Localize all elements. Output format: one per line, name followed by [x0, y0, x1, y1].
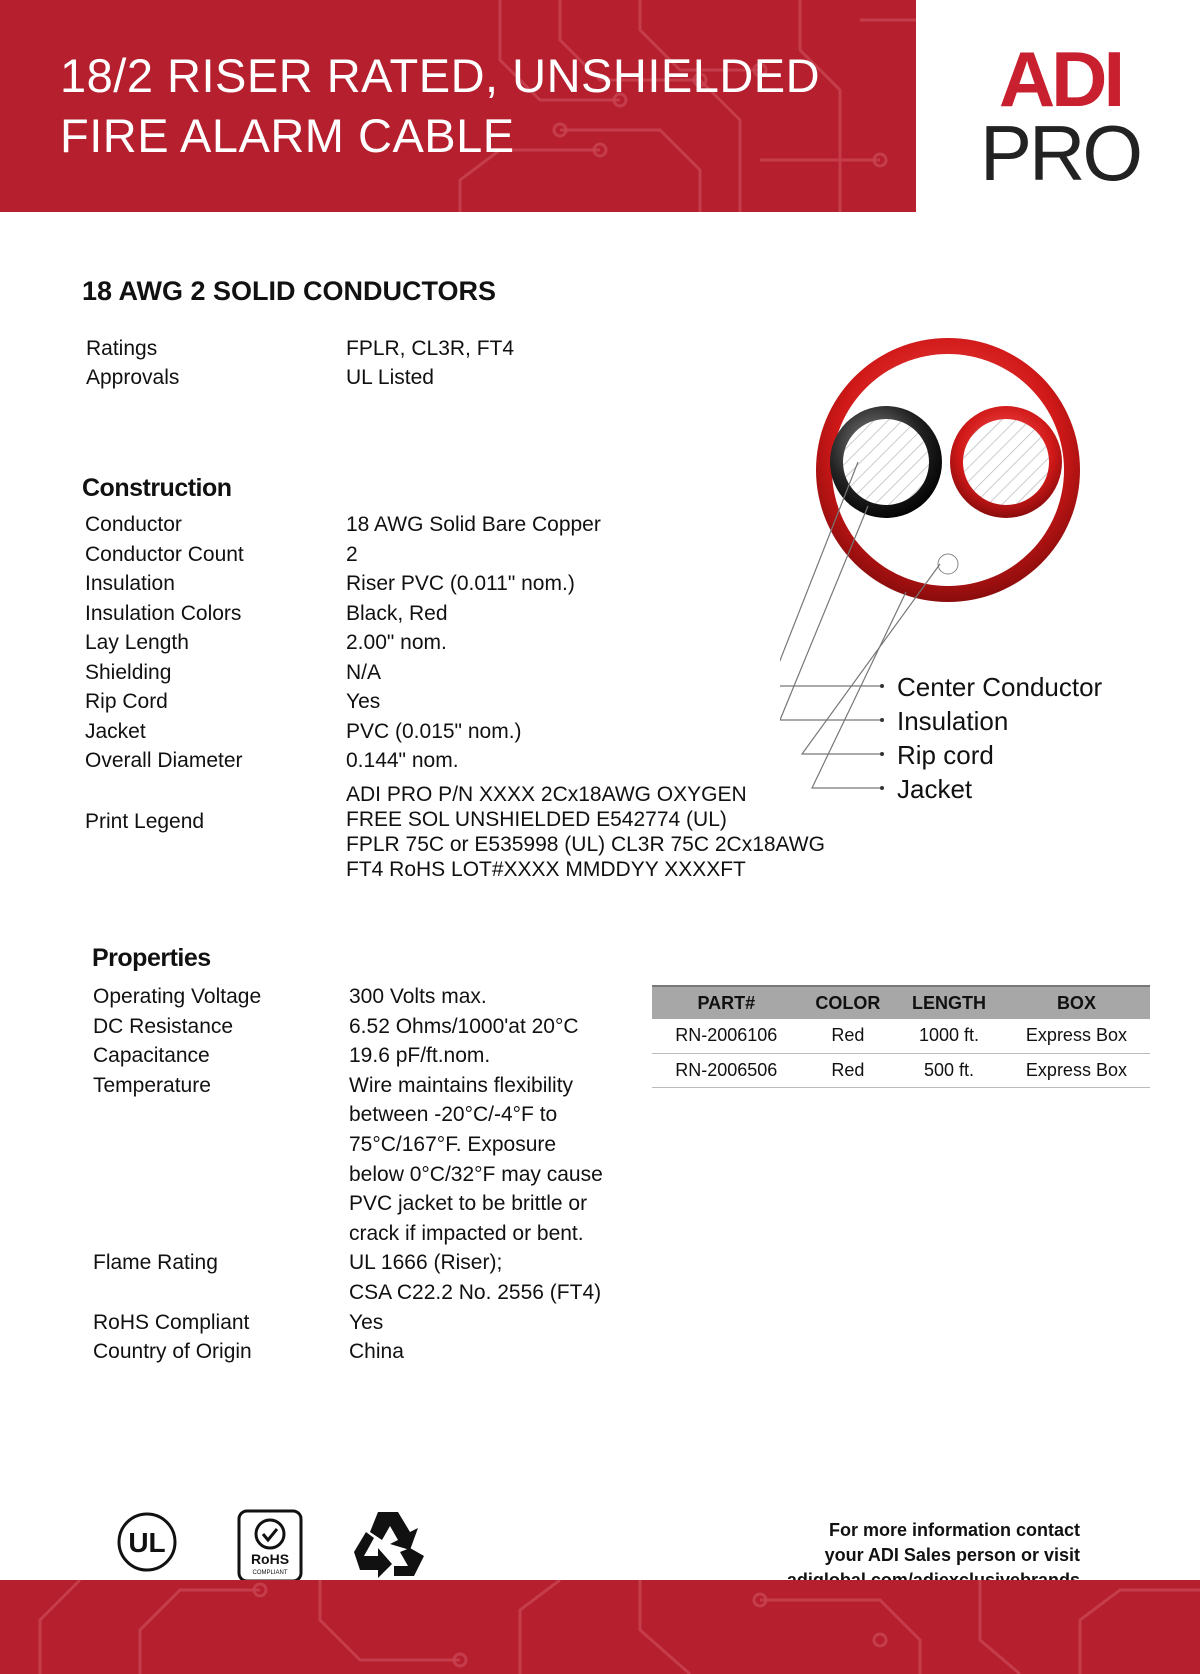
table-cell: RN-2006506 [652, 1053, 801, 1087]
construction-value: Yes [346, 690, 381, 713]
rip-cord-shape [938, 554, 958, 574]
print-legend-line: FT4 RoHS LOT#XXXX MMDDYY XXXXFT [346, 858, 746, 881]
properties-label: Country of Origin [93, 1340, 252, 1364]
properties-value: China [349, 1340, 404, 1364]
properties-label: RoHS Compliant [93, 1310, 250, 1334]
properties-value: Wire maintains flexibility [349, 1073, 574, 1097]
construction-value: 18 AWG Solid Bare Copper [346, 513, 601, 536]
print-legend-line: FREE SOL UNSHIELDED E542774 (UL) [346, 808, 727, 831]
summary-value: FPLR, CL3R, FT4 [346, 337, 515, 360]
parts-table [652, 985, 1150, 1088]
print-legend-value [346, 782, 825, 882]
rohs-compliant-icon [236, 1508, 304, 1584]
footer-band [0, 1580, 1200, 1674]
table-cell: Red [801, 1053, 896, 1087]
properties-label: Flame Rating [93, 1251, 218, 1275]
footer-circuit-pattern [0, 1580, 1200, 1674]
print-legend-line: FPLR 75C or E535998 (UL) CL3R 75C 2Cx18AWG [346, 833, 825, 856]
table-cell: Red [801, 1019, 896, 1053]
ul-text: UL [128, 1527, 166, 1558]
contact-line: For more information contact [828, 1520, 1080, 1540]
rohs-text: RoHS [250, 1551, 290, 1567]
table-cell: RN-2006106 [652, 1019, 801, 1053]
logo-pro-text: PRO [979, 109, 1141, 188]
properties-heading: Properties [92, 944, 211, 972]
column-header-length: LENGTH [895, 986, 1003, 1019]
construction-value: PVC (0.015" nom.) [346, 719, 522, 743]
construction-value: N/A [346, 660, 382, 684]
cable-cross-section-diagram [780, 330, 1120, 810]
construction-value: 2 [346, 542, 358, 566]
summary-value: UL Listed [346, 366, 434, 389]
properties-value: between -20°C/-4°F to [349, 1103, 558, 1127]
properties-value: 19.6 pF/ft.nom. [349, 1044, 491, 1068]
contact-line: your ADI Sales person or visit [824, 1545, 1080, 1565]
callout-insulation: Insulation [897, 706, 1009, 736]
properties-label: Temperature [93, 1073, 211, 1097]
print-legend-label: Print Legend [85, 810, 205, 833]
construction-label: Jacket [85, 719, 146, 743]
construction-label: Insulation [85, 572, 175, 595]
properties-value: below 0°C/32°F may cause [349, 1162, 603, 1186]
callout-center-conductor: Center Conductor [897, 672, 1103, 702]
title-line-2: FIRE ALARM CABLE [60, 109, 515, 162]
column-header-color: COLOR [801, 986, 896, 1019]
callout-jacket: Jacket [897, 774, 973, 804]
construction-value: Black, Red [346, 601, 448, 625]
page-title [60, 46, 820, 166]
adi-pro-logo [970, 38, 1150, 188]
table-row [652, 1053, 1150, 1087]
construction-label: Lay Length [85, 631, 189, 654]
construction-label: Insulation Colors [85, 601, 242, 625]
construction-label: Shielding [85, 660, 172, 684]
black-conductor-shape [843, 419, 929, 505]
title-line-1: 18/2 RISER RATED, UNSHIELDED [60, 49, 821, 102]
construction-label: Overall Diameter [85, 749, 243, 772]
construction-label: Conductor [85, 513, 182, 536]
construction-value: 2.00" nom. [346, 631, 447, 654]
summary-heading: 18 AWG 2 SOLID CONDUCTORS [82, 276, 497, 306]
properties-label: DC Resistance [93, 1014, 234, 1038]
construction-value: 0.144" nom. [346, 749, 459, 772]
recycle-icon [348, 1508, 428, 1586]
column-header-box: BOX [1003, 986, 1150, 1019]
logo-adi-text: ADI [998, 38, 1122, 123]
summary-label: Ratings [86, 337, 158, 360]
construction-heading: Construction [82, 474, 232, 502]
properties-value: 75°C/167°F. Exposure [349, 1132, 557, 1156]
properties-value: Yes [349, 1310, 384, 1334]
properties-label: Operating Voltage [93, 985, 262, 1008]
properties-label: Capacitance [93, 1044, 210, 1068]
construction-value: Riser PVC (0.011" nom.) [346, 572, 575, 595]
header-banner [0, 0, 916, 212]
properties-value: 6.52 Ohms/1000'at 20°C [349, 1014, 579, 1038]
properties-value: crack if impacted or bent. [349, 1221, 584, 1245]
red-conductor-shape [963, 419, 1049, 505]
callout-rip-cord: Rip cord [897, 740, 994, 770]
table-cell: Express Box [1003, 1019, 1150, 1053]
properties-value: 300 Volts max. [349, 985, 487, 1008]
table-cell: 500 ft. [895, 1053, 1003, 1087]
table-row [652, 1019, 1150, 1053]
table-cell: 1000 ft. [895, 1019, 1003, 1053]
properties-value: UL 1666 (Riser); [349, 1251, 503, 1275]
column-header-part: PART# [652, 986, 801, 1019]
properties-value: CSA C22.2 No. 2556 (FT4) [349, 1280, 602, 1304]
summary-label: Approvals [86, 366, 180, 389]
print-legend-line: ADI PRO P/N XXXX 2Cx18AWG OXYGEN [346, 783, 747, 806]
construction-label: Conductor Count [85, 542, 244, 566]
properties-value: PVC jacket to be brittle or [349, 1192, 588, 1216]
construction-label: Rip Cord [85, 690, 168, 713]
table-cell: Express Box [1003, 1053, 1150, 1087]
table-header-row [652, 986, 1150, 1019]
rohs-sub-text: COMPLIANT [252, 1570, 288, 1576]
